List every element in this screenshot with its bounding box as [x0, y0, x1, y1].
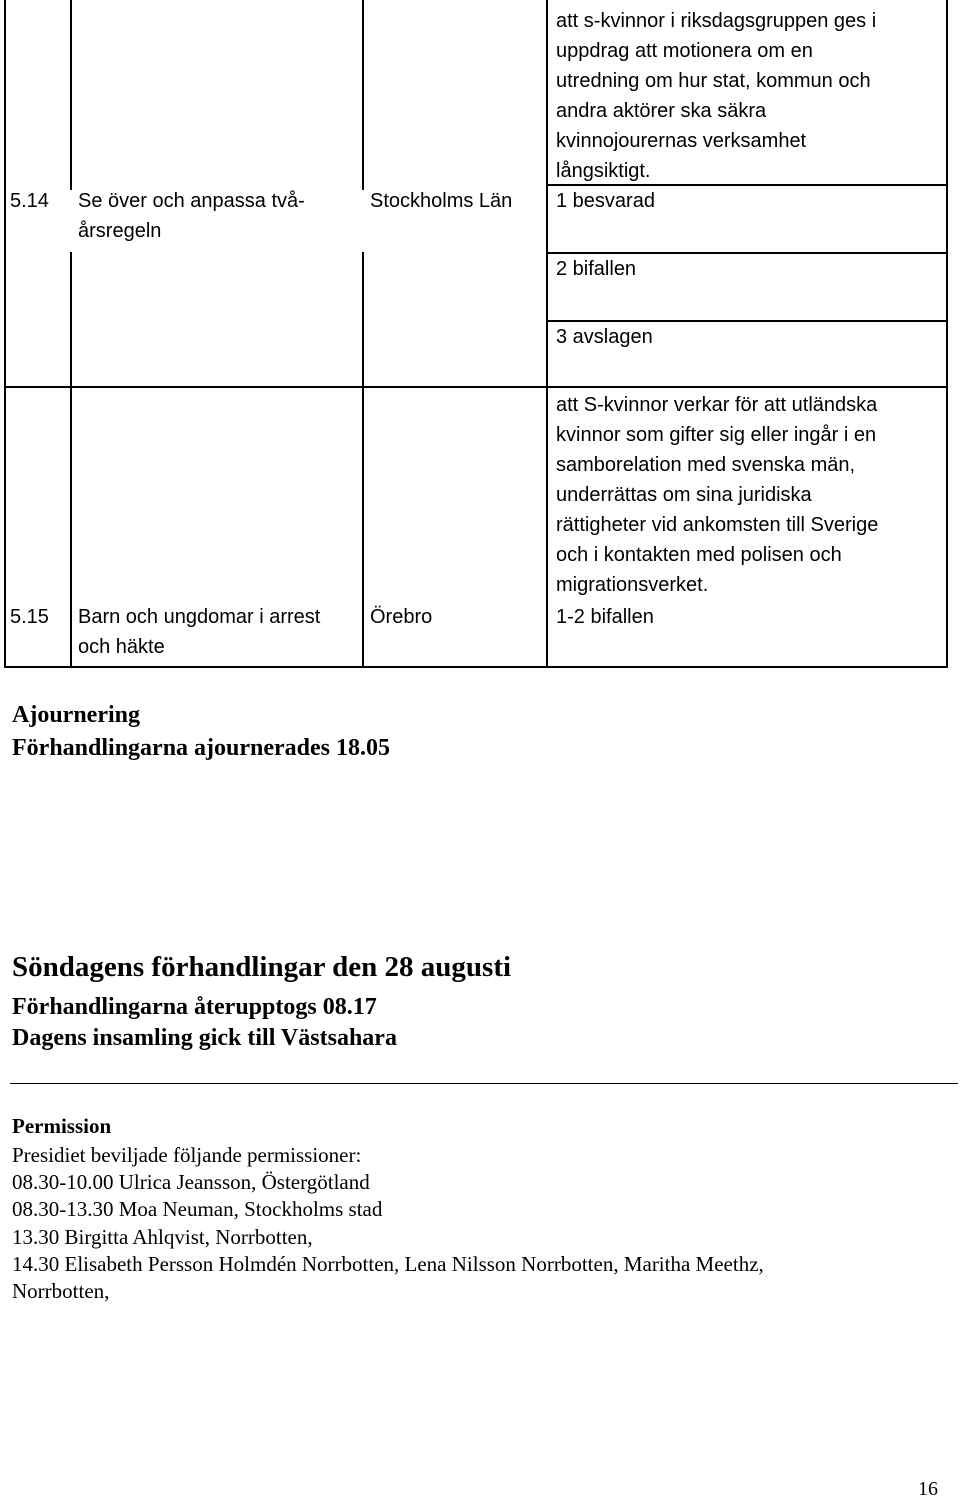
continued-proposal-text: att s-kvinnor i riksdagsgruppen ges i uppdrag att motionera om en utredning om hur stat, kommun och andra aktörer ska säkra kvinnojourernas verksamhet långsiktigt. [556, 10, 877, 182]
row-5-14-decision-1: 1 besvarad [556, 190, 655, 212]
sunday-resumed: Förhandlingarna återupptogs 08.17 [12, 994, 377, 1020]
row-5-14-decision-2: 2 bifallen [556, 258, 637, 280]
row-5-14-district: Stockholms Län [370, 190, 513, 212]
permission-list [12, 1169, 764, 1305]
adjournment-heading: Ajournering [12, 702, 140, 728]
row-5-15-title: Barn och ungdomar i arrest och häkte [78, 606, 321, 658]
permission-line: Norrbotten, [12, 1279, 110, 1304]
row-5-15-decision: 1-2 bifallen [556, 606, 654, 628]
permission-line: 13.30 Birgitta Ahlqvist, Norrbotten, [12, 1224, 313, 1249]
table-border-left [4, 0, 6, 668]
row-5-14-title: Se över och anpassa två- årsregeln [78, 190, 305, 242]
table-divider-1 [70, 0, 72, 190]
table-rule-4 [4, 386, 948, 388]
permission-line: 08.30-13.30 Moa Neuman, Stockholms stad [12, 1197, 383, 1222]
page-number: 16 [918, 1478, 938, 1500]
table-divider-1b [70, 252, 72, 668]
table-border-right [946, 0, 948, 668]
row-5-15-district: Örebro [370, 606, 433, 628]
permission-line: 14.30 Elisabeth Persson Holmdén Norrbotten, Lena Nilsson Norrbotten, Maritha Meethz, [12, 1251, 764, 1276]
row-5-15-proposal-text: att S-kvinnor verkar för att utländska kvinnor som gifter sig eller ingår i en samborelation med svenska män, underrättas om sina juridiska rättigheter vid ankomsten till Sverige och i kontakten med polisen och migrationsverket. [556, 394, 879, 596]
permission-intro: Presidiet beviljade följande permissioner: [12, 1143, 362, 1167]
adjournment-text: Förhandlingarna ajournerades 18.05 [12, 735, 391, 761]
permission-line: 08.30-10.00 Ulrica Jeansson, Östergötland [12, 1170, 370, 1194]
sunday-collection: Dagens insamling gick till Västsahara [12, 1025, 397, 1051]
row-5-14-number: 5.14 [10, 190, 49, 212]
table-rule-5 [4, 666, 948, 668]
permission-heading: Permission [12, 1114, 112, 1138]
row-5-15-number: 5.15 [10, 606, 49, 628]
row-5-14-decision-3: 3 avslagen [556, 326, 653, 348]
sunday-heading: Söndagens förhandlingar den 28 augusti [12, 951, 512, 983]
table-divider-3 [546, 0, 548, 668]
table-divider-2 [362, 0, 364, 190]
section-divider [10, 1083, 958, 1084]
table-divider-2b [362, 252, 364, 668]
